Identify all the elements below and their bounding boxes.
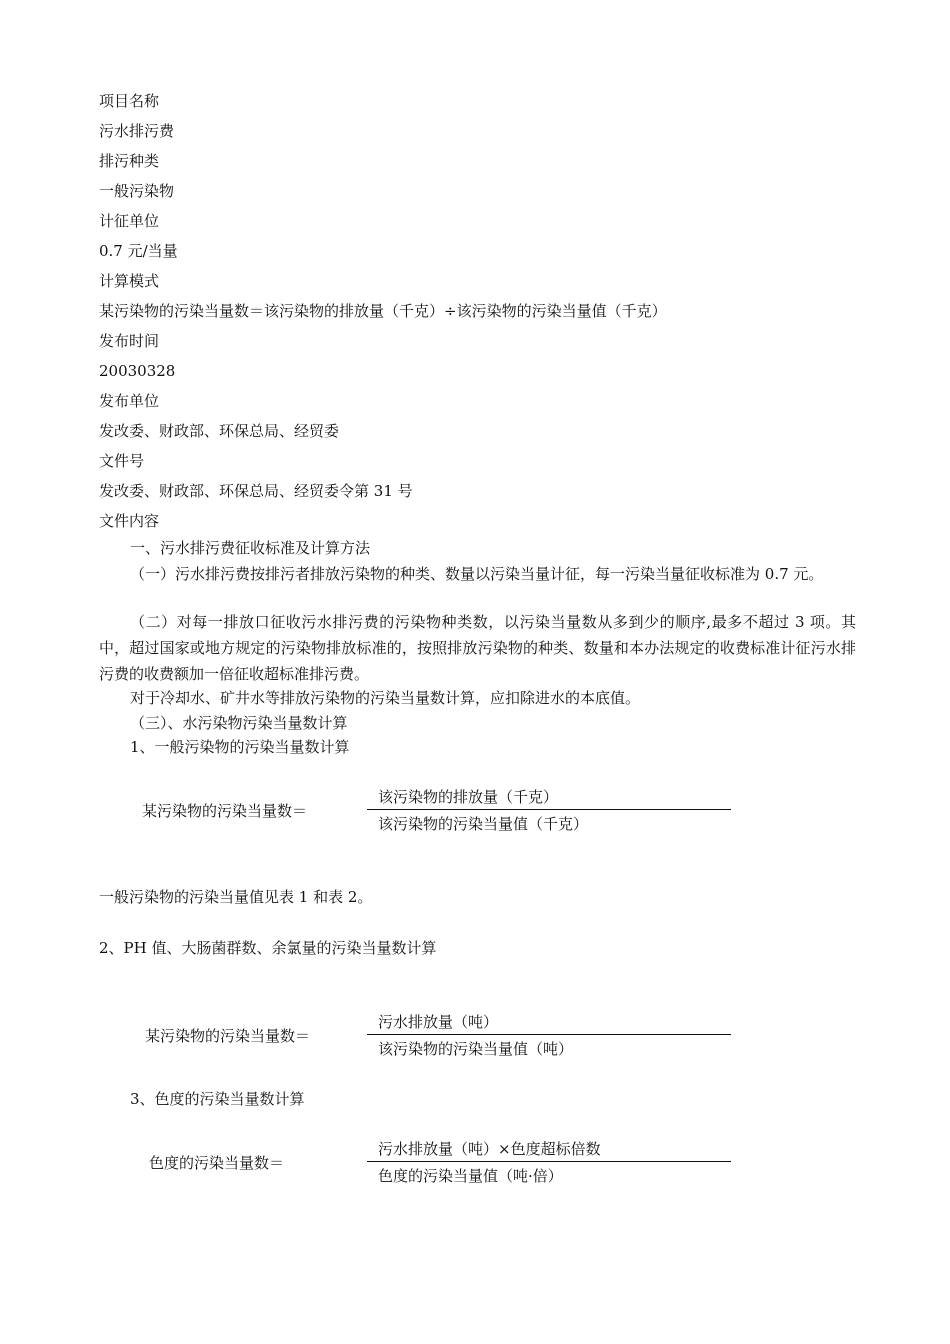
sub3-title: 3、色度的污染当量数计算 [130,1090,305,1108]
formula1-fraction-bar [367,809,731,810]
formula2-denominator: 该污染物的污染当量值（吨） [378,1040,574,1058]
field-label-calc-mode: 计算模式 [99,272,160,290]
formula3-denominator: 色度的污染当量值（吨·倍） [378,1167,563,1185]
note1: 一般污染物的污染当量值见表 1 和表 2。 [99,888,373,906]
formula2-fraction-bar [367,1034,731,1035]
field-label-unit: 计征单位 [99,212,160,230]
sub2-title: 2、PH 值、大肠菌群数、余氯量的污染当量数计算 [99,939,437,957]
field-value-unit: 0.7 元/当量 [99,242,178,260]
field-label-publisher: 发布单位 [99,392,160,410]
field-value-project-name: 污水排污费 [99,122,175,140]
formula2-lhs: 某污染物的污染当量数＝ [145,1027,311,1045]
formula3-fraction-bar [367,1161,731,1162]
field-value-doc-number: 发改委、财政部、环保总局、经贸委令第 31 号 [99,482,413,500]
formula1-numerator: 该污染物的排放量（千克） [378,788,559,806]
paragraph-item1: （一）污水排污费按排污者排放污染物的种类、数量以污染当量计征，每一污染当量征收标准为 0.7 元。 [130,565,824,583]
paragraph-item2-note: 对于冷却水、矿井水等排放污染物的污染当量数计算，应扣除进水的本底值。 [130,689,641,707]
item3-title: （三）、水污染物污染当量数计算 [130,714,348,732]
formula3-lhs: 色度的污染当量数＝ [149,1154,285,1172]
field-label-publish-date: 发布时间 [99,332,160,350]
field-label-doc-number: 文件号 [99,452,145,470]
formula1-lhs: 某污染物的污染当量数＝ [142,802,308,820]
formula3-numerator: 污水排放量（吨）×色度超标倍数 [378,1140,601,1158]
field-value-calc-mode: 某污染物的污染当量数＝该污染物的排放量（千克）÷该污染物的污染当量值（千克） [99,302,667,320]
section-title: 一、污水排污费征收标准及计算方法 [130,539,371,557]
field-label-project-name: 项目名称 [99,92,160,110]
field-value-pollution-type: 一般污染物 [99,182,175,200]
formula2-numerator: 污水排放量（吨） [378,1013,499,1031]
field-label-doc-content: 文件内容 [99,512,160,530]
field-value-publish-date: 20030328 [99,362,176,380]
field-value-publisher: 发改委、财政部、环保总局、经贸委 [99,422,340,440]
field-label-pollution-type: 排污种类 [99,152,160,170]
paragraph-item2: （二）对每一排放口征收污水排污费的污染物种类数，以污染当量数从多到少的顺序,最多不超过 3 项。其中，超过国家或地方规定的污染物排放标准的，按照排放污染物的种类、数量和本办法规定的收费标准计征污水排污费的收费额加一倍征收超标准排污费。 [99,613,856,683]
formula1-denominator: 该污染物的污染当量值（千克） [378,815,589,833]
sub1-title: 1、一般污染物的污染当量数计算 [130,738,350,756]
